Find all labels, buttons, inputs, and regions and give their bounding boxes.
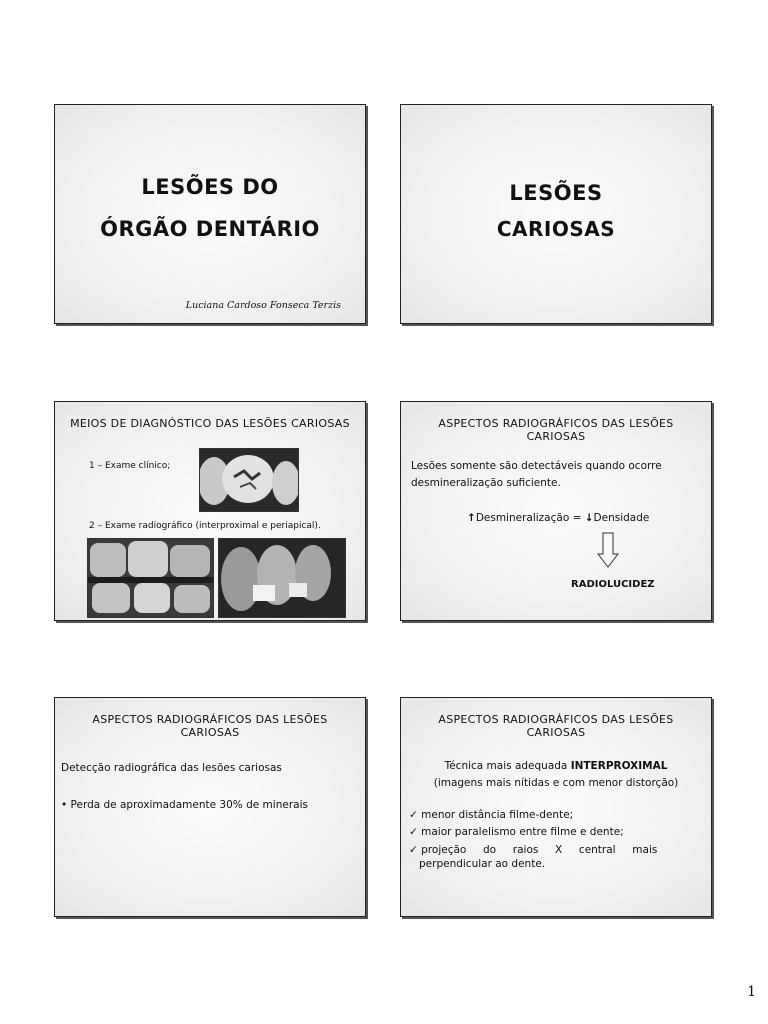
page-number: 1 bbox=[747, 984, 756, 1000]
title-line-2: CARIOSAS bbox=[496, 217, 616, 241]
checkmark-icon: ✓ bbox=[409, 809, 422, 821]
arrow-up-icon: ↑ bbox=[467, 512, 476, 524]
bitewing-radiograph bbox=[87, 538, 214, 618]
technique-note: (imagens mais nítidas e com menor distorção) bbox=[433, 777, 679, 789]
equation-left: Desmineralização = bbox=[475, 512, 582, 524]
check-text: maior paralelismo entre filme e dente; bbox=[421, 826, 624, 838]
technique-prefix: Técnica mais adequada bbox=[444, 760, 568, 772]
down-arrow-icon bbox=[597, 532, 619, 572]
technique-line bbox=[401, 758, 711, 774]
bullet-icon: • bbox=[61, 799, 71, 811]
slide-aspectos-1 bbox=[400, 401, 712, 621]
clinical-photo bbox=[199, 448, 299, 512]
slide-cariosas bbox=[400, 104, 712, 324]
bullet-item bbox=[61, 797, 308, 813]
check-continuation: perpendicular ao dente. bbox=[419, 858, 546, 870]
check-item bbox=[409, 843, 701, 857]
checkmark-icon: ✓ bbox=[409, 844, 422, 856]
detection-line: Detecção radiográfica das lesões cariosas bbox=[61, 762, 282, 774]
check-text: projeção do raios X central mais bbox=[421, 844, 658, 856]
technique-bold: INTERPROXIMAL bbox=[570, 760, 668, 772]
slide-aspectos-3 bbox=[400, 697, 712, 917]
equation bbox=[467, 510, 649, 526]
equation-right: Densidade bbox=[593, 512, 650, 524]
body-line-2: desmineralização suficiente. bbox=[411, 477, 561, 489]
check-item bbox=[409, 808, 573, 822]
slide-diagnostico bbox=[54, 401, 366, 621]
author: Luciana Cardoso Fonseca Terzis bbox=[185, 300, 341, 311]
slide-heading: MEIOS DE DIAGNÓSTICO DAS LESÕES CARIOSAS bbox=[70, 417, 350, 430]
item-exame-clinico: 1 – Exame clínico; bbox=[89, 461, 171, 471]
bullet-text: Perda de aproximadamente 30% de minerais bbox=[70, 799, 308, 811]
slide-heading: ASPECTOS RADIOGRÁFICOS DAS LESÕES CARIOSAS bbox=[438, 417, 674, 443]
title-line-1: LESÕES DO bbox=[141, 175, 279, 199]
periapical-radiograph bbox=[218, 538, 346, 618]
slide-heading: ASPECTOS RADIOGRÁFICOS DAS LESÕES CARIOSAS bbox=[92, 713, 328, 739]
check-item bbox=[409, 825, 624, 839]
slide-aspectos-2 bbox=[54, 697, 366, 917]
title-line-2: ÓRGÃO DENTÁRIO bbox=[100, 217, 320, 241]
slide-title bbox=[54, 104, 366, 324]
title-line-1: LESÕES bbox=[509, 181, 603, 205]
checkmark-icon: ✓ bbox=[409, 826, 422, 838]
check-text: menor distância filme-dente; bbox=[421, 809, 574, 821]
body-line-1: Lesões somente são detectáveis quando ocorre bbox=[411, 460, 662, 472]
slide-heading: ASPECTOS RADIOGRÁFICOS DAS LESÕES CARIOSAS bbox=[438, 713, 674, 739]
result-radiolucidez: RADIOLUCIDEZ bbox=[571, 579, 655, 590]
arrow-down-icon: ↓ bbox=[584, 512, 594, 524]
item-exame-radiografico: 2 – Exame radiográfico (interproximal e periapical). bbox=[89, 521, 321, 531]
